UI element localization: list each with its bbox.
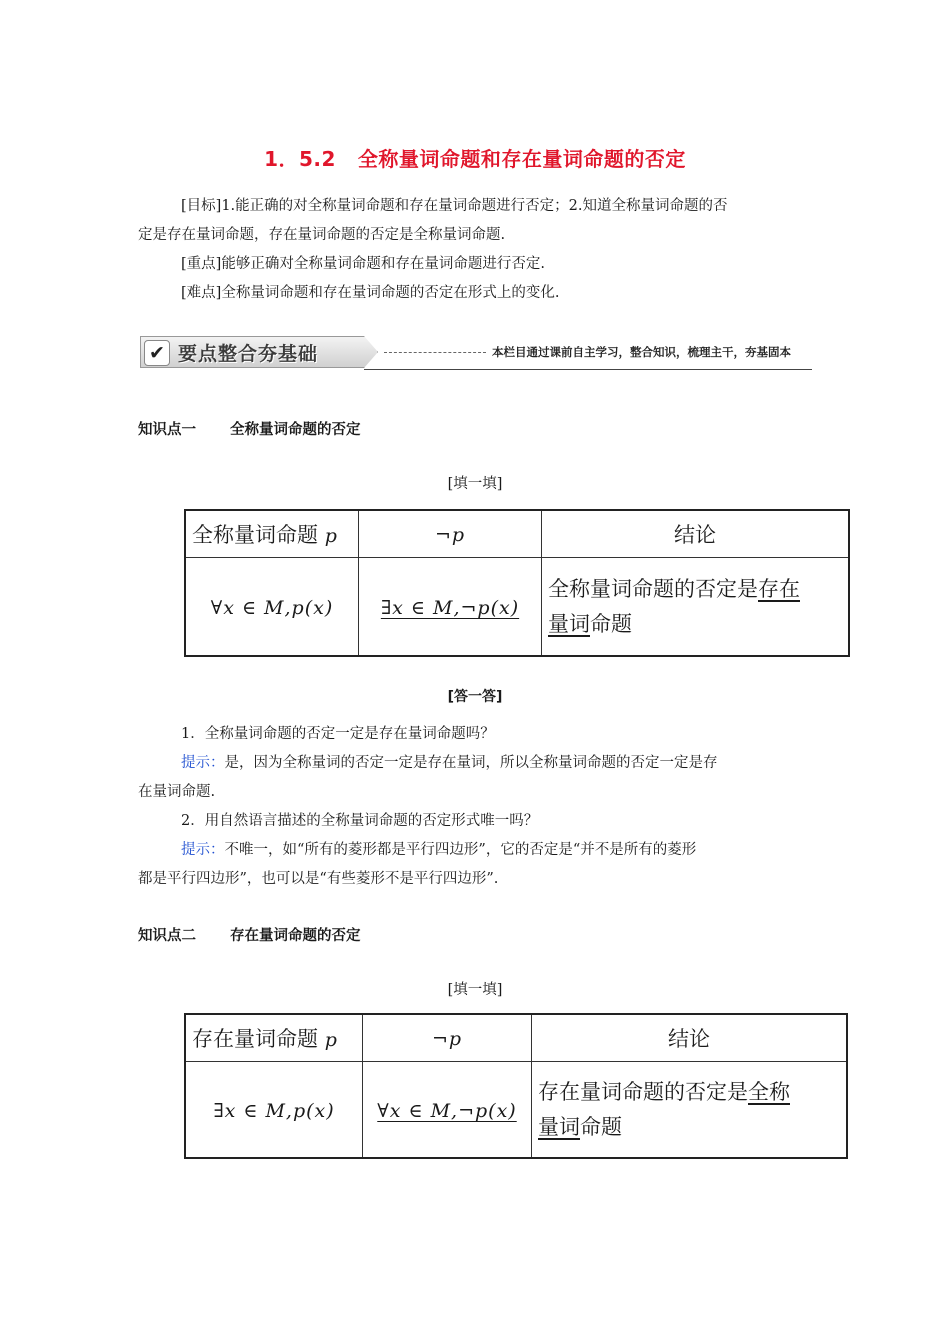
banner-note: 本栏目通过课前自主学习，整合知识，梳理主干，夯基固本: [492, 345, 791, 359]
key-label: [重点]: [181, 256, 222, 272]
table-header-row: [185, 1014, 847, 1062]
goal-label: [目标]: [181, 198, 222, 214]
fill-in-label: [填一填]: [447, 476, 503, 492]
negation-formula: ∀x ∈ M,¬p(x): [377, 1099, 517, 1122]
banner-dashed-line: [384, 352, 486, 353]
qa-block: [138, 720, 818, 894]
cell-conclusion: [532, 1062, 848, 1159]
conclusion-tail: 命题: [590, 611, 632, 636]
conclusion-blank-1: 全称: [748, 1079, 790, 1104]
hint-label: 提示：: [181, 842, 225, 858]
heading-title: 全称量词命题的否定: [230, 422, 361, 438]
proposition-formula: ∀x ∈ M,p(x): [210, 596, 334, 619]
knowledge-point-heading: [138, 924, 361, 945]
answer-1: [138, 749, 818, 778]
answer-1-line1: 是，因为全称量词的否定一定是存在量词，所以全称量词命题的否定一定是存: [224, 755, 718, 771]
answer-2: [138, 836, 818, 865]
header-conclusion: 结论: [542, 510, 850, 558]
conclusion-blank-2: 量词: [538, 1114, 580, 1139]
question-1: 1．全称量词命题的否定一定是存在量词命题吗？: [181, 726, 495, 742]
header-conclusion: 结论: [532, 1014, 848, 1062]
banner-label: 要点整合夯基础: [178, 343, 319, 365]
header-negation: [363, 1014, 532, 1062]
section-number: 1．5.2: [264, 147, 336, 171]
conclusion-tail: 命题: [580, 1114, 622, 1139]
header-negation-text: ¬p: [434, 524, 466, 546]
goals-block: [138, 192, 818, 308]
key-point: [138, 250, 818, 279]
header-variable: p: [324, 1029, 338, 1051]
qa-label: [答一答]: [447, 689, 503, 705]
key-text: 能够正确对全称量词命题和存在量词命题进行否定.: [221, 256, 545, 272]
cell-proposition: [185, 1062, 363, 1159]
negation-table-universal: [184, 509, 850, 657]
banner-underline: [364, 369, 812, 370]
table-row: [185, 1062, 847, 1159]
checkmark-icon: ✔: [144, 340, 170, 366]
negation-formula: ∃x ∈ M,¬p(x): [380, 596, 520, 619]
answer-2-line1: 不唯一，如“所有的菱形都是平行四边形”，它的否定是“并不是所有的菱形: [224, 842, 697, 858]
header-proposition: [185, 1014, 363, 1062]
header-text: 存在量词命题: [192, 1027, 318, 1051]
cell-negation: [359, 558, 542, 657]
conclusion-blank-1: 存在: [758, 576, 800, 601]
heading-title: 存在量词命题的否定: [230, 928, 361, 944]
cell-proposition: [185, 558, 359, 657]
conclusion-text: 存在量词命题的否定是: [538, 1079, 748, 1104]
goal-line2: 定是存在量词命题，存在量词命题的否定是全称量词命题.: [138, 227, 506, 243]
difficulty-label: [难点]: [181, 285, 222, 301]
heading-number: 知识点一: [138, 422, 196, 438]
negation-table-existential: [184, 1013, 848, 1159]
difficulty-text: 全称量词命题和存在量词命题的否定在形式上的变化.: [221, 285, 560, 301]
answer-2-line2: 都是平行四边形”，也可以是“有些菱形不是平行四边形”.: [138, 871, 499, 887]
goal-line1: 1.能正确的对全称量词命题和存在量词命题进行否定；2.知道全称量词命题的否: [221, 198, 728, 214]
header-proposition: [185, 510, 359, 558]
cell-conclusion: [542, 558, 850, 657]
header-variable: p: [324, 525, 338, 547]
hint-label: 提示：: [181, 755, 225, 771]
table-row: [185, 558, 849, 657]
answer-1-line2: 在量词命题.: [138, 784, 216, 800]
header-text: 全称量词命题: [192, 523, 318, 547]
title-text: 全称量词命题和存在量词命题的否定: [357, 147, 686, 171]
difficulty-point: [138, 279, 818, 308]
table-header-row: [185, 510, 849, 558]
goal-paragraph: [138, 192, 818, 221]
question-2: 2．用自然语言描述的全称量词命题的否定形式唯一吗？: [181, 813, 539, 829]
header-negation: [359, 510, 542, 558]
heading-number: 知识点二: [138, 928, 196, 944]
header-negation-text: ¬p: [431, 1028, 463, 1050]
conclusion-blank-2: 量词: [548, 611, 590, 636]
fill-in-label: [填一填]: [447, 982, 503, 998]
proposition-formula: ∃x ∈ M,p(x): [213, 1099, 335, 1122]
conclusion-text: 全称量词命题的否定是: [548, 576, 758, 601]
page-title: [0, 143, 950, 172]
section-banner: [140, 336, 812, 370]
knowledge-point-heading: [138, 418, 361, 439]
cell-negation: [363, 1062, 532, 1159]
